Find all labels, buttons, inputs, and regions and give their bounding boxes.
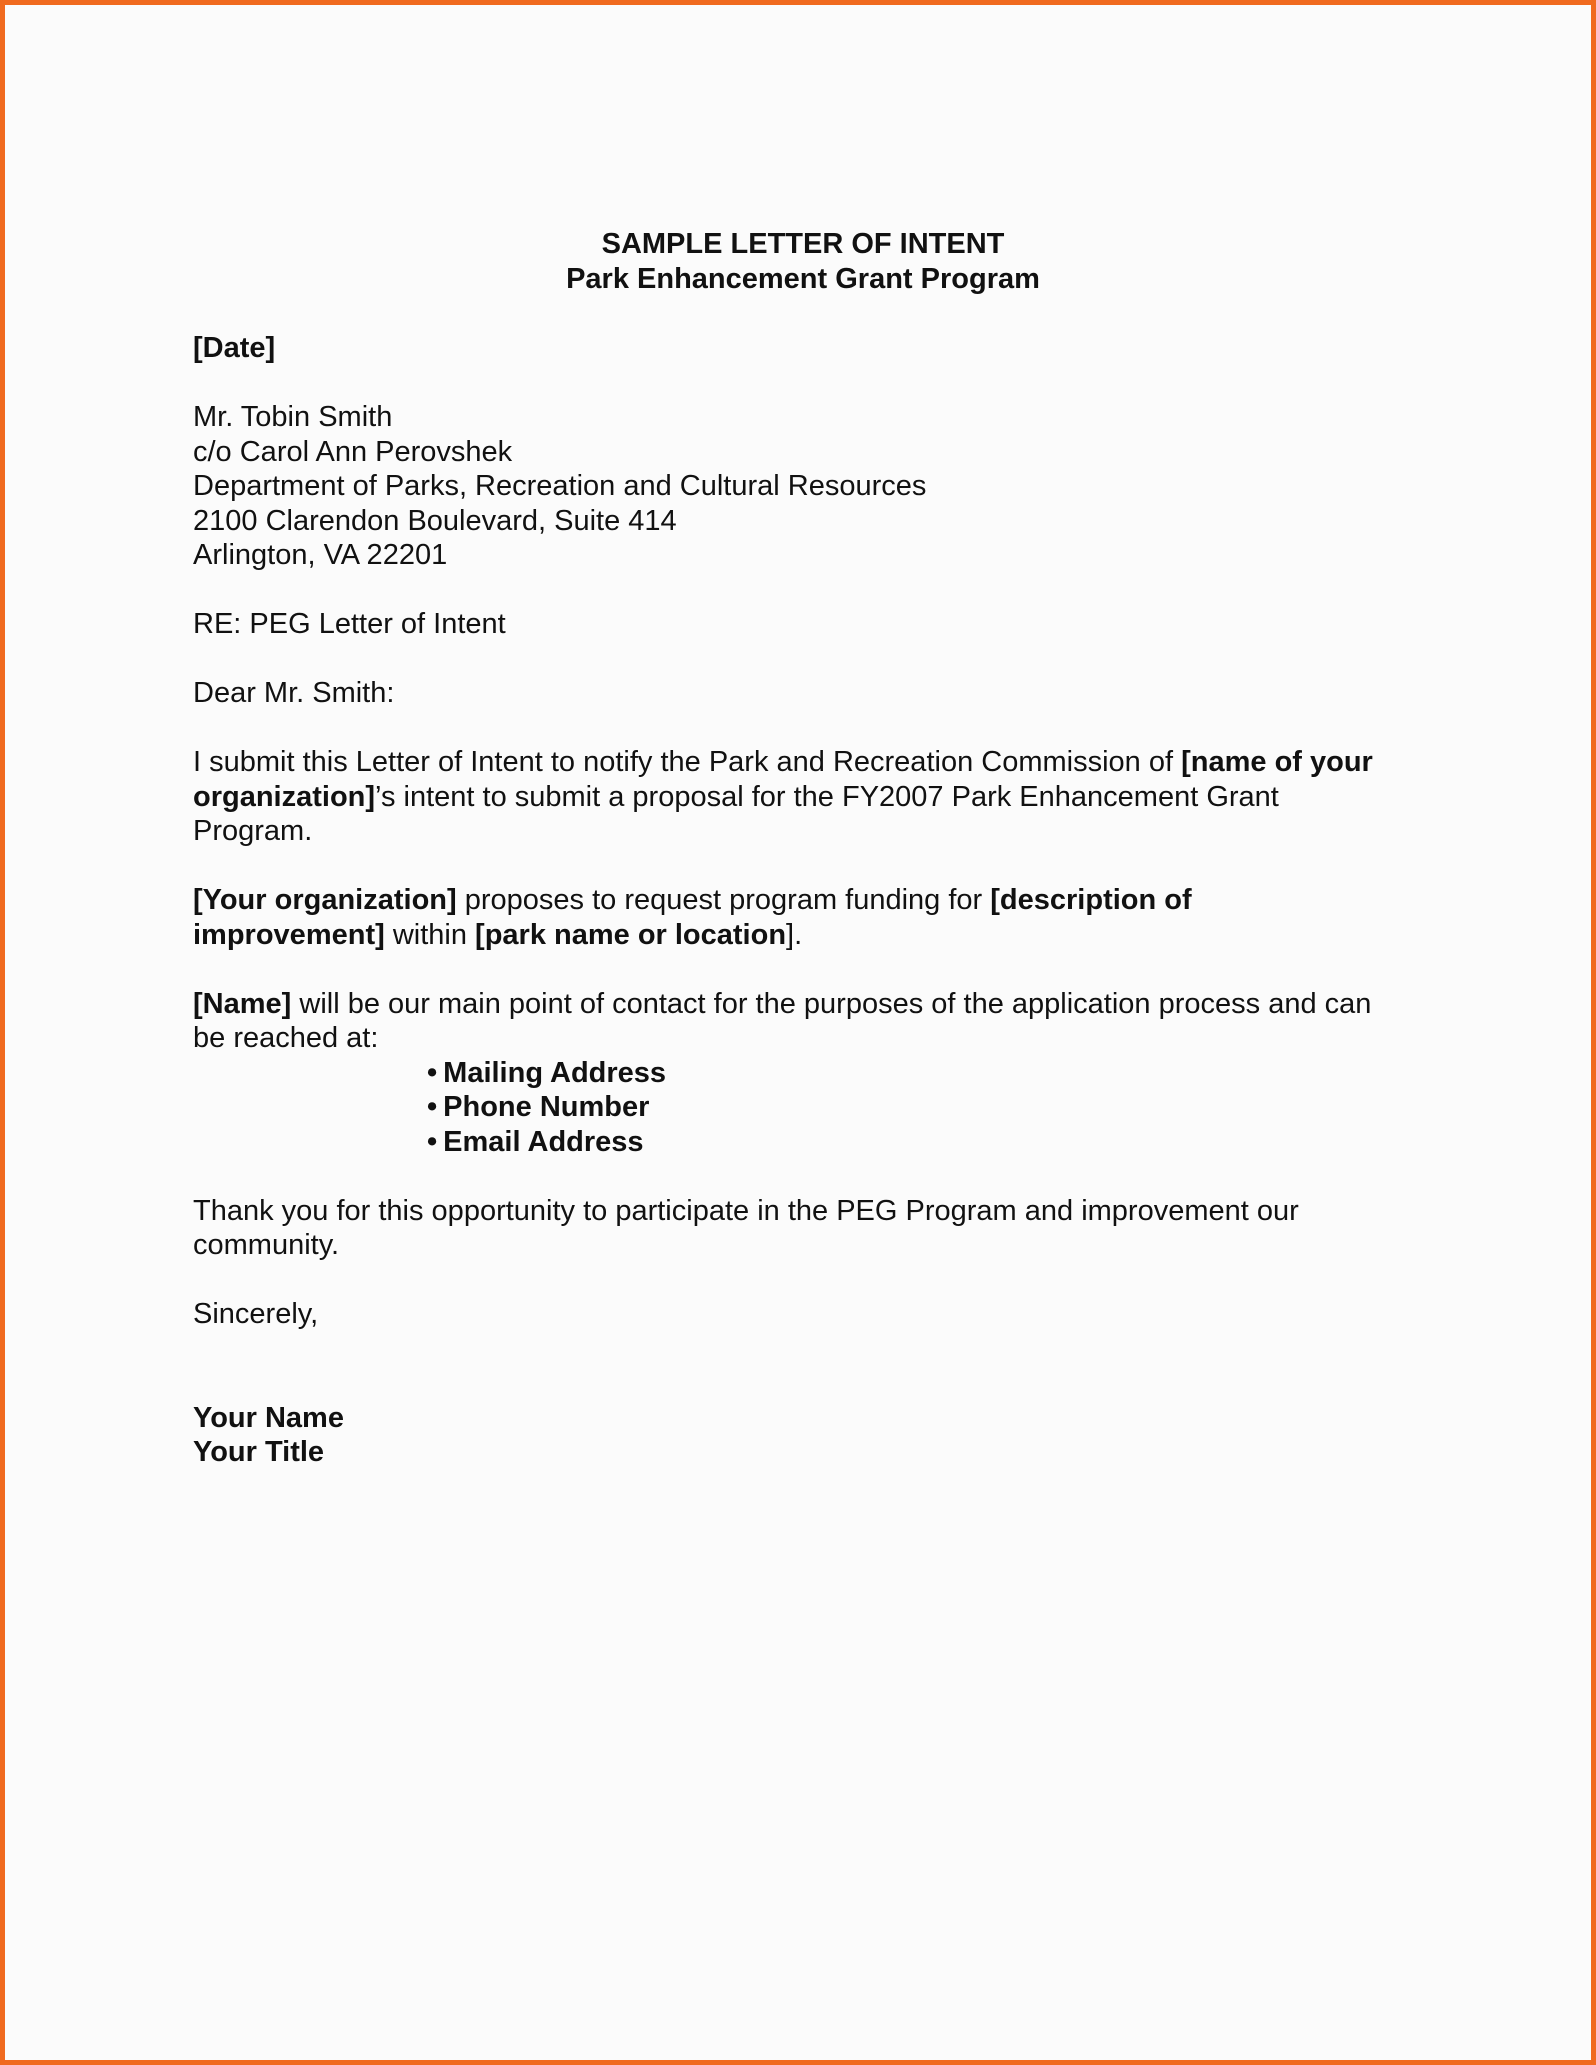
recipient-line: c/o Carol Ann Perovshek — [193, 435, 513, 468]
letter-subtitle: Park Enhancement Grant Program — [566, 262, 1040, 295]
recipient-line: Arlington, VA 22201 — [193, 539, 448, 571]
signature-block — [193, 1401, 1453, 1470]
letter-title-block — [5, 227, 1596, 296]
park-location-placeholder: [park name or location — [475, 918, 787, 951]
list-item: • Mailing Address — [427, 1056, 667, 1089]
letter-body — [193, 331, 1453, 1470]
contact-list — [193, 1056, 1453, 1160]
bullet-icon: • — [427, 1091, 438, 1123]
valediction: Sincerely, — [193, 1298, 319, 1330]
org-name-placeholder-cont: organization] — [193, 780, 376, 813]
list-item: • Email Address — [427, 1125, 644, 1158]
re-line: RE: PEG Letter of Intent — [193, 608, 506, 640]
bullet-icon: • — [427, 1125, 438, 1158]
funding-paragraph: [Your organization] proposes to request program funding for [description of improvement] within [park name or location]. — [193, 884, 1192, 951]
recipient-address — [193, 400, 1453, 573]
signature-title: Your Title — [193, 1436, 325, 1468]
your-organization-placeholder: [Your organization] — [193, 884, 457, 916]
closing-paragraph: Thank you for this opportunity to participate in the PEG Program and improvement our community. — [193, 1194, 1299, 1261]
contact-name-placeholder: [Name] — [193, 987, 292, 1020]
org-name-placeholder: [name of your — [1181, 746, 1373, 778]
recipient-line: 2100 Clarendon Boulevard, Suite 414 — [193, 504, 677, 537]
recipient-line: Department of Parks, Recreation and Cultural Resources — [193, 470, 927, 502]
bullet-icon: • — [427, 1056, 438, 1089]
letter-title: SAMPLE LETTER OF INTENT — [601, 228, 1005, 260]
signature-name: Your Name — [193, 1401, 344, 1434]
salutation: Dear Mr. Smith: — [193, 677, 395, 709]
list-item: • Phone Number — [427, 1091, 650, 1123]
intent-paragraph: I submit this Letter of Intent to notify the Park and Recreation Commission of [name of your organization]’s intent to submit a proposal for the FY2007 Park Enhancement Grant Program. — [193, 746, 1373, 847]
contact-paragraph: [Name] will be our main point of contact for the purposes of the application process and can be reached at: • Mailing Address • Phone Number • Email Address — [193, 987, 1453, 1160]
date-placeholder: [Date] — [193, 332, 276, 364]
recipient-line: Mr. Tobin Smith — [193, 401, 393, 433]
improvement-description-placeholder: [description of — [990, 884, 1192, 916]
